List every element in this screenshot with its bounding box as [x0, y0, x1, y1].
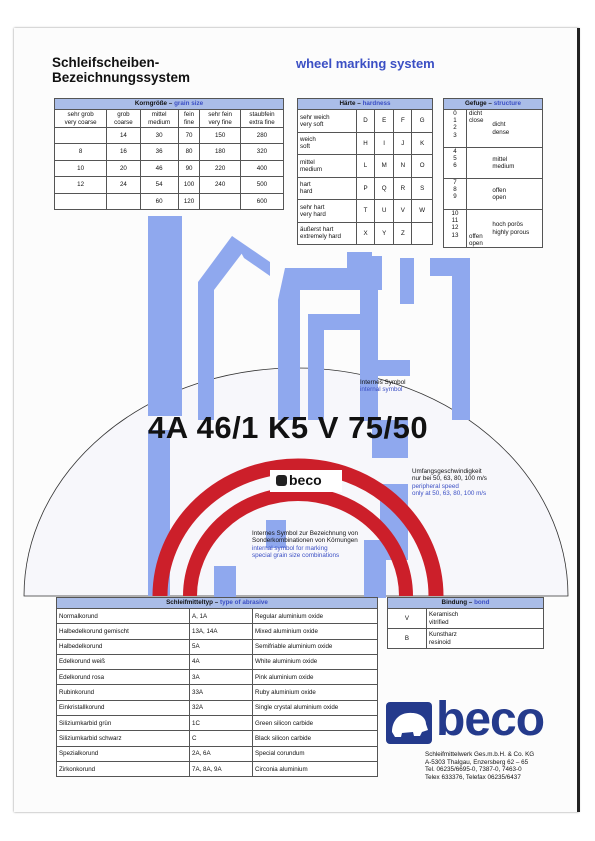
- hardness-letter: N: [394, 155, 412, 178]
- table-row: [388, 609, 544, 629]
- cell-text: 10: [451, 210, 459, 217]
- grain-column-4: [200, 110, 241, 128]
- grain-cell: 320: [240, 144, 283, 160]
- abrasive-name-en: Ruby aluminium oxide: [253, 685, 378, 700]
- grain-cell: 70: [178, 128, 200, 144]
- cell-text: 0: [453, 110, 457, 117]
- cell-text: extremely hard: [300, 233, 341, 241]
- table-row: [57, 761, 378, 776]
- cell-text: grob: [117, 111, 130, 119]
- cell-text: hard: [300, 188, 313, 196]
- cell-text: 11: [451, 217, 459, 225]
- table-row: [57, 609, 378, 624]
- abrasive-header: Schleifmitteltyp – type of abrasive: [57, 598, 378, 609]
- table-row: [57, 624, 378, 639]
- cell-text: coarse: [114, 118, 133, 126]
- table-row: [55, 193, 284, 209]
- grain-cell: 14: [107, 128, 140, 144]
- company-address: Schleifmittelwerk Ges.m.b.H. & Co. KG A-5303 Thalgau, Enzersberg 62 – 65 Tel. 06235/6695-0, 7387-0, 7463-0 Telex 633376, Telefax 06235/6437: [425, 751, 535, 781]
- cell-text: resinoid: [429, 638, 451, 646]
- cell-text: close: [469, 117, 484, 125]
- abrasive-code: 5A: [190, 639, 253, 654]
- cell-text: offen: [469, 232, 483, 240]
- grain-cell: 90: [178, 160, 200, 176]
- hardness-letter: S: [412, 177, 433, 200]
- structure-desc-2: [490, 110, 542, 148]
- bison-icon: [276, 475, 287, 486]
- cell-text: sehr fein: [208, 111, 232, 119]
- abrasive-type-table: [56, 597, 378, 777]
- grain-cell: 16: [107, 144, 140, 160]
- hardness-label: [298, 177, 357, 200]
- cell-text: vitrified: [429, 618, 449, 626]
- abrasive-name-de: Zirkonkorund: [57, 761, 190, 776]
- grain-cell: [200, 193, 241, 209]
- bond-name: [427, 629, 544, 649]
- table-row: [298, 200, 433, 223]
- grain-cell: 180: [200, 144, 241, 160]
- wheel-logo: beco: [276, 472, 322, 488]
- hardness-label: [298, 110, 357, 133]
- abrasive-name-en: Semifriable aluminium oxide: [253, 639, 378, 654]
- hardness-letter: L: [357, 155, 375, 178]
- structure-desc-1: [467, 210, 491, 248]
- abrasive-name-de: Rubinkorund: [57, 685, 190, 700]
- table-row: [444, 210, 543, 248]
- structure-numbers: [444, 179, 467, 210]
- hardness-letter: H: [357, 132, 375, 155]
- cell-text: medium: [492, 163, 515, 170]
- cell-text: open: [492, 194, 507, 201]
- hardness-letter: I: [375, 132, 394, 155]
- structure-desc-2: [490, 148, 542, 179]
- cell-text: Keramisch: [429, 611, 459, 619]
- grain-cell: 24: [107, 177, 140, 193]
- grain-cell: 400: [240, 160, 283, 176]
- cell-text: mittel: [492, 155, 508, 163]
- abrasive-name-en: Green silicon carbide: [253, 716, 378, 731]
- table-row: [55, 144, 284, 160]
- hardness-label: [298, 155, 357, 178]
- grain-cell: 280: [240, 128, 283, 144]
- abrasive-name-de: Halbedelkorund: [57, 639, 190, 654]
- hardness-letter: Y: [375, 222, 394, 245]
- grain-cell: 20: [107, 160, 140, 176]
- abrasive-name-de: Spezialkorund: [57, 746, 190, 761]
- structure-desc-1: [467, 148, 491, 179]
- hardness-letter: Z: [394, 222, 412, 245]
- table-row: [57, 700, 378, 715]
- hardness-letter: F: [394, 110, 412, 133]
- table-row: [298, 132, 433, 155]
- cell-text: staubfein: [249, 111, 275, 119]
- table-row: [57, 746, 378, 761]
- grain-cell: 30: [140, 128, 178, 144]
- grain-cell: 500: [240, 177, 283, 193]
- abrasive-name-en: Regular aluminium oxide: [253, 609, 378, 624]
- cell-text: 7: [453, 179, 457, 186]
- marking-code: 4A 46/1 K5 V 75/50: [148, 410, 429, 445]
- grain-column-2: [140, 110, 178, 128]
- structure-desc-2: [490, 179, 542, 210]
- grain-column-0: [55, 110, 107, 128]
- abrasive-name-de: Edelkorund weiß: [57, 654, 190, 669]
- grain-cell: 8: [55, 144, 107, 160]
- hardness-letter: P: [357, 177, 375, 200]
- title-de-line2: Bezeichnungssystem: [52, 70, 191, 85]
- title-en: wheel marking system: [296, 56, 435, 71]
- grain-cell: 80: [178, 144, 200, 160]
- table-row: [57, 654, 378, 669]
- table-row: [55, 177, 284, 193]
- table-row: [444, 110, 543, 148]
- structure-desc-1: [467, 179, 491, 210]
- hardness-letter: J: [394, 132, 412, 155]
- cell-text: medium: [300, 165, 323, 173]
- grain-column-1: [107, 110, 140, 128]
- table-row: [57, 670, 378, 685]
- table-row: [55, 160, 284, 176]
- cell-text: extra fine: [249, 118, 275, 126]
- cell-text: 12: [451, 224, 459, 232]
- abrasive-name-en: Mixed aluminium oxide: [253, 624, 378, 639]
- hardness-letter: [412, 222, 433, 245]
- abrasive-name-de: Siliziumkarbid grün: [57, 716, 190, 731]
- bond-table: [387, 597, 544, 649]
- cell-text: offen: [492, 186, 507, 194]
- cell-text: very soft: [300, 120, 324, 128]
- abrasive-code: 13A, 14A: [190, 624, 253, 639]
- abrasive-name-de: Siliziumkarbid schwarz: [57, 731, 190, 746]
- abrasive-name-de: Halbedelkorund gemischt: [57, 624, 190, 639]
- abrasive-name-en: Single crystal aluminium oxide: [253, 700, 378, 715]
- hardness-letter: G: [412, 110, 433, 133]
- grain-size-header: Korngröße – grain size: [55, 99, 284, 110]
- cell-text: 3: [453, 131, 457, 139]
- structure-numbers: [444, 210, 467, 248]
- cell-text: sehr grob: [67, 111, 94, 119]
- hardness-letter: O: [412, 155, 433, 178]
- cell-text: hoch porös: [492, 221, 524, 229]
- cell-text: dense: [492, 128, 510, 136]
- hardness-letter: T: [357, 200, 375, 223]
- abrasive-code: C: [190, 731, 253, 746]
- abrasive-code: A, 1A: [190, 609, 253, 624]
- cell-text: 6: [453, 162, 457, 170]
- grain-cell: 100: [178, 177, 200, 193]
- abrasive-code: 32A: [190, 700, 253, 715]
- table-row: [298, 110, 433, 133]
- cell-text: very fine: [208, 118, 232, 126]
- grain-cell: 600: [240, 193, 283, 209]
- hardness-letter: Q: [375, 177, 394, 200]
- hardness-table: [297, 98, 433, 245]
- grain-cell: [107, 193, 140, 209]
- table-row: [298, 222, 433, 245]
- bond-code: B: [388, 629, 427, 649]
- grain-cell: 220: [200, 160, 241, 176]
- grain-cell: 12: [55, 177, 107, 193]
- structure-desc-2: [490, 210, 542, 248]
- cell-text: fine: [184, 118, 195, 126]
- table-row: [298, 177, 433, 200]
- structure-desc-1: [467, 110, 491, 148]
- grain-cell: 10: [55, 160, 107, 176]
- peripheral-speed-label: Umfangsgeschwindigkeit nur bei 50, 63, 80, 100 m/s peripheral speed only at 50, 63, 80, 100 m/s: [412, 468, 487, 498]
- internal-symbol-label: Internes Symbol internal symbol: [360, 379, 406, 394]
- grain-size-column-headers: [55, 110, 284, 128]
- table-row: [298, 155, 433, 178]
- grain-cell: 36: [140, 144, 178, 160]
- grain-column-3: [178, 110, 200, 128]
- hardness-label: [298, 200, 357, 223]
- hardness-letter: M: [375, 155, 394, 178]
- cell-text: 4: [453, 148, 457, 155]
- bond-name: [427, 609, 544, 629]
- abrasive-name-en: Black silicon carbide: [253, 731, 378, 746]
- hardness-label: [298, 132, 357, 155]
- cell-text: soft: [300, 143, 310, 151]
- hardness-letter: W: [412, 200, 433, 223]
- hardness-letter: K: [412, 132, 433, 155]
- grain-cell: 240: [200, 177, 241, 193]
- grain-cell: [55, 128, 107, 144]
- abrasive-code: 33A: [190, 685, 253, 700]
- cell-text: 5: [453, 155, 457, 163]
- cell-text: 2: [453, 124, 457, 132]
- cell-text: hart: [300, 181, 311, 189]
- abrasive-code: 4A: [190, 654, 253, 669]
- grain-cell: 150: [200, 128, 241, 144]
- cell-text: dicht: [492, 121, 506, 129]
- cell-text: sehr hart: [300, 203, 325, 211]
- abrasive-code: 7A, 8A, 9A: [190, 761, 253, 776]
- cell-text: weich: [300, 136, 316, 144]
- structure-header: Gefuge – structure: [444, 99, 543, 110]
- structure-numbers: [444, 110, 467, 148]
- hardness-letter: X: [357, 222, 375, 245]
- hardness-letter: E: [375, 110, 394, 133]
- abrasive-code: 3A: [190, 670, 253, 685]
- abrasive-name-en: Pink aluminium oxide: [253, 670, 378, 685]
- abrasive-name-en: Circonia aluminium: [253, 761, 378, 776]
- table-row: [388, 629, 544, 649]
- cell-text: 13: [451, 231, 459, 239]
- company-bison-icon: [386, 702, 432, 744]
- cell-text: Kunstharz: [429, 631, 457, 639]
- abrasive-name-de: Normalkorund: [57, 609, 190, 624]
- grain-cell: 120: [178, 193, 200, 209]
- cell-text: sehr weich: [300, 113, 330, 121]
- cell-text: very coarse: [64, 118, 97, 126]
- hardness-header: Härte – hardness: [298, 99, 433, 110]
- cell-text: mittel: [300, 158, 315, 166]
- abrasive-name-en: White aluminium oxide: [253, 654, 378, 669]
- cell-text: fein: [184, 111, 195, 119]
- abrasive-name-de: Edelkorund rosa: [57, 670, 190, 685]
- bond-code: V: [388, 609, 427, 629]
- table-row: [57, 731, 378, 746]
- cell-text: open: [469, 239, 483, 247]
- table-row: [57, 639, 378, 654]
- cell-text: 9: [453, 193, 457, 201]
- bond-header: Bindung – bond: [388, 598, 544, 609]
- special-grain-symbol-label: Internes Symbol zur Bezeichnung von Sonderkombinationen von Körnungen internal symbol for marking special grain size combinations: [252, 530, 359, 560]
- abrasive-code: 2A, 6A: [190, 746, 253, 761]
- cell-text: 8: [453, 186, 457, 194]
- grain-column-5: [240, 110, 283, 128]
- cell-text: mittel: [151, 111, 167, 119]
- hardness-letter: D: [357, 110, 375, 133]
- grain-cell: 54: [140, 177, 178, 193]
- hardness-letter: R: [394, 177, 412, 200]
- table-row: [57, 716, 378, 731]
- company-logo: beco: [436, 693, 545, 746]
- title-de-line1: Schleifscheiben-: [52, 55, 160, 70]
- cell-text: äußerst hart: [300, 226, 334, 234]
- cell-text: 1: [453, 117, 457, 125]
- grain-size-table: [54, 98, 284, 210]
- hardness-letter: V: [394, 200, 412, 223]
- hardness-label: [298, 222, 357, 245]
- grain-cell: [55, 193, 107, 209]
- table-row: [444, 148, 543, 179]
- hardness-letter: U: [375, 200, 394, 223]
- cell-text: highly porous: [492, 228, 530, 236]
- table-row: [57, 685, 378, 700]
- cell-text: medium: [148, 118, 171, 126]
- abrasive-name-en: Special corundum: [253, 746, 378, 761]
- table-row: [55, 128, 284, 144]
- cell-text: dicht: [469, 110, 483, 117]
- structure-numbers: [444, 148, 467, 179]
- grain-cell: 46: [140, 160, 178, 176]
- grain-cell: 60: [140, 193, 178, 209]
- table-row: [444, 179, 543, 210]
- abrasive-name-de: Einkristallkorund: [57, 700, 190, 715]
- cell-text: very hard: [300, 210, 326, 218]
- abrasive-code: 1C: [190, 716, 253, 731]
- structure-table: [443, 98, 543, 248]
